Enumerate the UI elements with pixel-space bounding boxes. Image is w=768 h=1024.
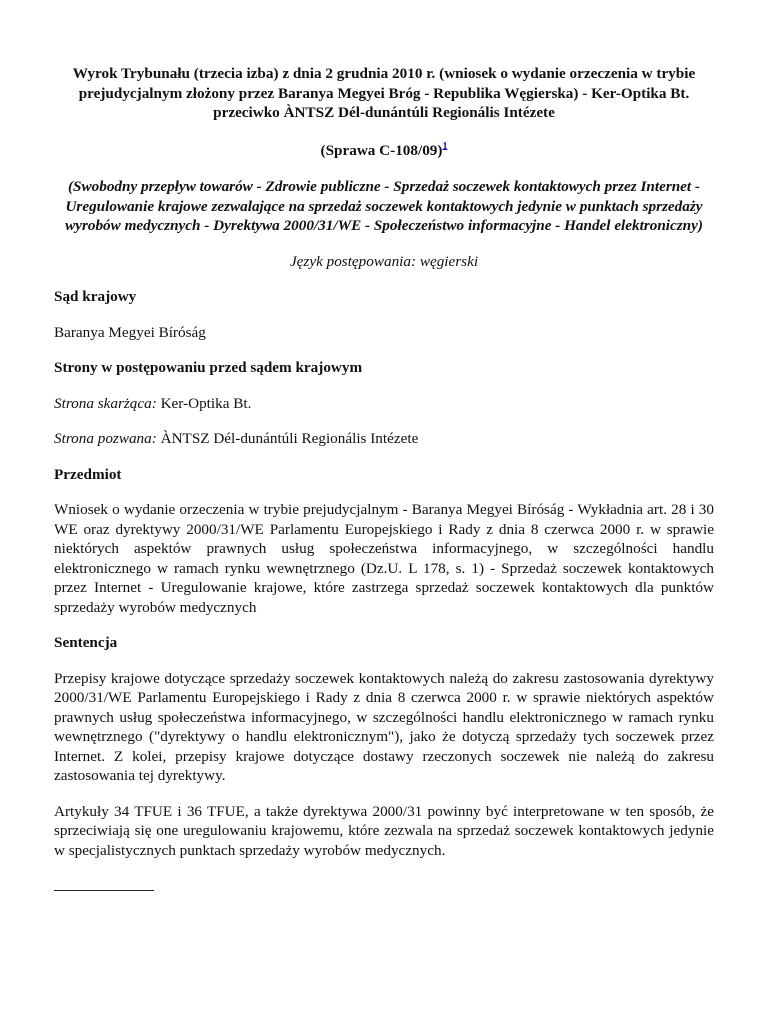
case-number-text: (Sprawa C-108/09)	[320, 141, 443, 159]
parties-heading: Strony w postępowaniu przed sądem krajowym	[54, 359, 363, 376]
applicant-label: Strona skarżąca:	[54, 394, 157, 412]
footnote-separator	[54, 890, 154, 891]
national-court-heading: Sąd krajowy	[54, 288, 137, 305]
applicant-line	[54, 394, 714, 414]
subject-paragraph: Wniosek o wydanie orzeczenia w trybie prejudycjalnym - Baranya Megyei Bíróság - Wykładnia art. 28 i 30 WE oraz dyrektywy 2000/31/WE Parlamentu Europejskiego i Rady z dnia 8 czerwca 2000 r. w sprawie niektórych aspektów prawnych usług społeczeństwa informacyjnego, w szczególności handlu elektronicznego w ramach rynku wewnętrznego (Dz.U. L 178, s. 1) - Sprzedaż soczewek kontaktowych przez Internet - Uregulowanie krajowe, które zastrzega sprzedaż soczewek kontaktowych dla punktów sprzedaży wyrobów medycznych	[54, 501, 714, 616]
footnote-link[interactable]: 1	[442, 140, 448, 152]
defendant-label: Strona pozwana:	[54, 430, 157, 447]
footnote-reference	[442, 140, 447, 151]
defendant-name: ÀNTSZ Dél-dunántúli Regionális Intézete	[156, 430, 419, 447]
keywords: (Swobodny przepływ towarów - Zdrowie publiczne - Sprzedaż soczewek kontaktowych przez Internet - Uregulowanie krajowe zezwalające na sprzedaż soczewek kontaktowych jedynie w punktach sprzedaży wyrobów medycznych - Dyrektywa 2000/31/WE - Społeczeństwo informacyjne - Handel elektroniczny)	[65, 178, 703, 234]
operative-paragraph-2: Artykuły 34 TFUE i 36 TFUE, a także dyrektywa 2000/31 powinny być interpretowane w ten sposób, że sprzeciwiają się one uregulowaniu krajowemu, które zezwala na sprzedaż soczewek kontaktowych jedynie w specjalistycznych punktach sprzedaży wyrobów medycznych.	[54, 802, 714, 859]
applicant-name: Ker-Optika Bt.	[156, 394, 252, 412]
judgment-title: Wyrok Trybunału (trzecia izba) z dnia 2 grudnia 2010 r. (wniosek o wydanie orzeczenia w trybie prejudycjalnym złożony przez Baranya Megyei Bróg - Republika Węgierska) - Ker-Optika Bt. przeciwko ÀNTSZ Dél-dunántúli Regionális Intézete	[72, 65, 696, 121]
operative-paragraph-1: Przepisy krajowe dotyczące sprzedaży soczewek kontaktowych należą do zakresu zastosowania dyrektywy 2000/31/WE Parlamentu Europejskiego i Rady z dnia 8 czerwca 2000 r. w sprawie niektórych aspektów prawnych usług społeczeństwa informacyjnego, w szczególności handlu elektronicznego w ramach rynku wewnętrznego ("dyrektywy o handlu elektronicznym"), jako że dotyczą sprzedaży tych soczewek przez Internet. Z kolei, przepisy krajowe dotyczące dostawy rzeczonych soczewek nie należą do zakresu zastosowania tej dyrektywy.	[54, 669, 714, 784]
national-court-name: Baranya Megyei Bíróság	[54, 323, 206, 341]
judgment-document	[54, 64, 714, 891]
defendant-line	[54, 429, 714, 449]
operative-heading: Sentencja	[54, 634, 118, 651]
case-number	[54, 141, 714, 161]
subject-heading: Przedmiot	[54, 465, 122, 483]
procedure-language: Język postępowania: węgierski	[289, 252, 479, 270]
